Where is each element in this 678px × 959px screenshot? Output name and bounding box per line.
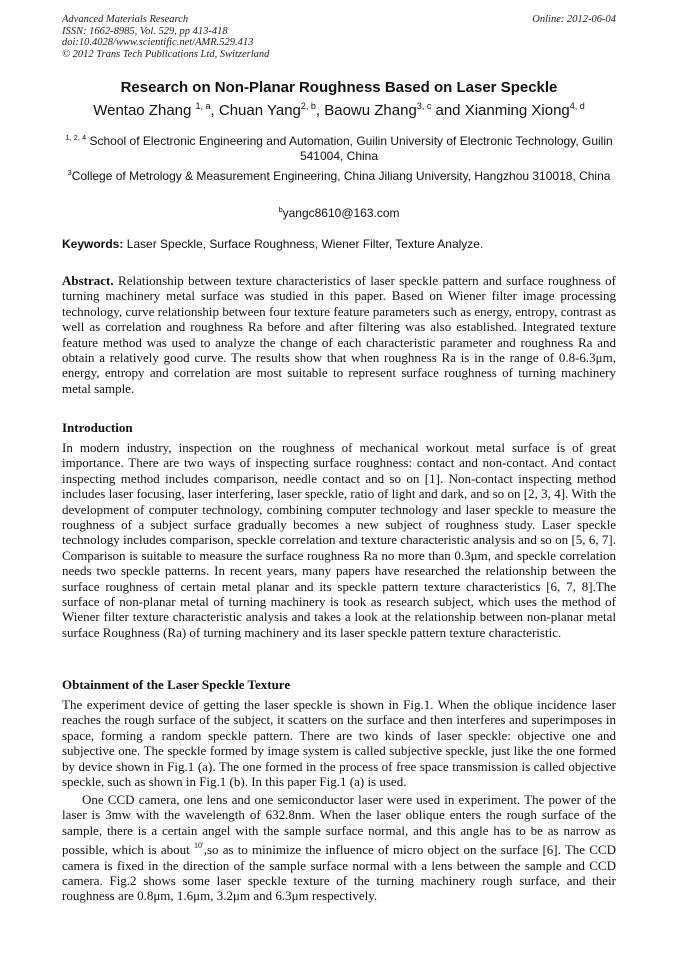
paragraph-text: ,so as to minimize the influence of micro object on the surface [6]. The CCD camera is fixed in the direction of the sample surface normal with a lens between the sample and CCD camera. Fig.2 shows some laser speckle texture of the turning machinery rough surface, and their roughness are 0.8μm, 1.6μm, 3.2μm and 6.3μm respectively. [62, 842, 616, 904]
keywords [62, 237, 616, 251]
paper-title: Research on Non-Planar Roughness Based on Laser Speckle [120, 79, 558, 96]
contact-email [62, 202, 616, 221]
section-heading-introduction: Introduction [62, 420, 133, 435]
section-heading-obtainment: Obtainment of the Laser Speckle Texture [62, 677, 291, 692]
obtainment-paragraph-2 [62, 792, 616, 904]
author-affil-mark: 1, a [195, 101, 211, 111]
affil-mark: 1, 2, 4 [65, 133, 87, 142]
abstract [62, 273, 616, 396]
affil-mark: 3 [67, 168, 72, 177]
author-list [62, 101, 616, 119]
online-date: Online: 2012-06-04 [532, 14, 616, 25]
keywords-label: Keywords: [62, 237, 124, 251]
copyright-line: © 2012 Trans Tech Publications Ltd, Switzerland [62, 48, 270, 60]
angle-superscript: 10′ [193, 841, 204, 851]
author-name: Wentao Zhang [93, 102, 196, 119]
obtainment-paragraph-1: The experiment device of getting the laser speckle is shown in Fig.1. When the oblique incidence laser reaches the rough surface of the subject, it scatters on the surface and then interferes and superimposes in space, forming a random speckle pattern. There are two kinds of laser speckle: objective one and subjective one. The speckle formed by image system is called subjective speckle, just like the one formed by device shown in Fig.1 (a). The one formed in the process of free space transmission is called objective speckle, such as shown in Fig.1 (b). In this paper Fig.1 (a) is used. [62, 697, 616, 790]
journal-name: Advanced Materials Research [62, 14, 189, 25]
paragraph-text: One CCD camera, one lens and one semiconductor laser were used in experiment. The power of the laser is 3mw with the wavelength of 632.8nm. When the laser oblique enters the rough surface of the sample, there is a certain angel with the sample surface normal, and this angle has to be as narrow as possible, which is about [62, 792, 616, 858]
author-affil-mark: 4, d [569, 101, 585, 111]
abstract-text: Relationship between texture characteristics of laser speckle pattern and surface roughness of turning machinery metal surface was studied in this paper. Based on Wiener filter image processing technology, curve relationship between four texture feature parameters such as energy, entropy, contrast as well as correlation and roughness Ra before and after filtering was also established. Integrated texture feature method was used to analyze the change of each characteristic parameter and roughness Ra and obtain a relatively good curve. The results show that when roughness Ra is in the range of 0.8-6.3μm, energy, entropy and correlation are most suitable to represent surface roughness of turning machinery metal sample. [62, 273, 616, 396]
introduction-paragraph: In modern industry, inspection on the roughness of mechanical workout metal surface is of great importance. There are two ways of inspecting surface roughness: contact and non-contact. And contact inspecting method includes comparison, needle contact and so on [1]. Non-contact inspecting method includes laser focusing, laser interfering, laser speckle, ratio of light and dark, and so on [2, 3, 4]. With the development of computer technology, combining computer technology and laser speckle to measure the roughness of a subject surface gradually becomes a new subject of roughness study. Laser speckle technology includes comparison, speckle correlation and texture characteristic analysis and so on [5, 6, 7]. Comparison is suitable to measure the surface roughness Ra no more than 0.3μm, and speckle correlation needs two speckle patterns. In recent years, many papers have researched the relationship between the surface roughness of certain metal planar and its speckle pattern texture characteristics [6, 7, 8].The surface of non-planar metal of turning machinery is took as research subject, which uses the method of Wiener filter texture characteristic analysis and takes a look at the relationship between non-planar metal surface Roughness (Ra) of turning machinery and its laser speckle pattern texture characteristic. [62, 440, 616, 640]
affil-text: School of Electronic Engineering and Automation, Guilin University of Electronic Technology, Guilin 541004, China [86, 134, 613, 163]
journal-header [62, 14, 616, 60]
abstract-label: Abstract. [62, 273, 114, 288]
affiliation-1 [62, 130, 616, 164]
author-name: and Xianming Xiong [431, 102, 570, 119]
doi-line: doi:10.4028/www.scientific.net/AMR.529.413 [62, 37, 254, 48]
author-affil-mark: 3, c [416, 101, 432, 111]
affiliation-2 [62, 165, 616, 184]
issn-line: ISSN: 1662-8985, Vol. 529, pp 413-418 [62, 25, 228, 37]
author-name: , Chuan Yang [210, 102, 301, 119]
author-affil-mark: 2, b [300, 101, 316, 111]
email-mark: b [278, 205, 283, 214]
keywords-text: Laser Speckle, Surface Roughness, Wiener Filter, Texture Analyze. [123, 237, 484, 251]
affil-text: College of Metrology & Measurement Engineering, China Jiliang University, Hangzhou 310018, China [71, 169, 611, 183]
author-name: , Baowu Zhang [315, 102, 417, 119]
email-address: yangc8610@163.com [282, 206, 400, 220]
